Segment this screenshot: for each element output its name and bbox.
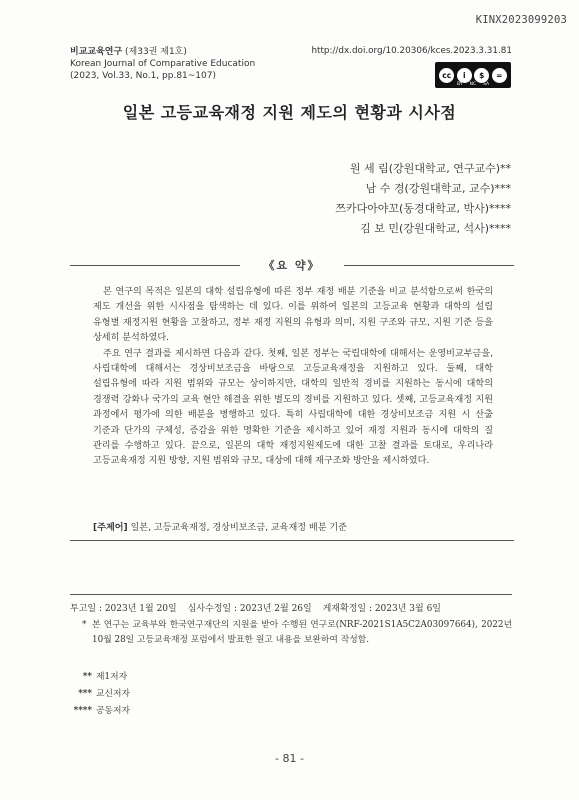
author-4: 김 보 민(강원대학교, 석사)**** [360,222,511,235]
role-mark: *** [78,689,92,699]
page-number: - 81 - [275,752,304,765]
role-text: 공동저자 [96,706,130,716]
license-labels [457,82,489,87]
keywords-text: 일본, 고등교육재정, 경상비보조금, 교육재정 배분 기준 [127,523,347,533]
license-label-by: BY [457,82,463,87]
license-label-sa: SA [483,82,490,87]
role-text: 제1저자 [96,672,128,682]
license-label-nc: NC [469,82,477,87]
noncommercial-icon: $ [474,68,489,83]
author-1: 원 세 림(강원대학교, 연구교수)** [349,162,511,175]
abstract-heading [70,257,514,273]
received-date: 투고일 : 2023년 1월 20일 [70,604,177,614]
abstract-heading-label: 《요 약》 [263,259,321,272]
author-role-corresponding [70,686,130,699]
journal-en-citation: (2023, Vol.33, No.1, pp.81~107) [70,71,216,81]
abstract-bottom-rule [70,540,514,541]
funding-note-mark: * [82,620,87,630]
author-3: 쯔카다아야꼬(동경대학교, 박사)**** [335,202,511,215]
accepted-date: 게재확정일 : 2023년 3월 6일 [322,604,441,614]
role-mark: ** [82,672,92,682]
abstract-paragraph-1: 본 연구의 목적은 일본의 대학 설립유형에 따른 정부 재정 배분 기준을 비교 분석함으로써 한국의 제도 개선을 위한 시사점을 탐색하는 데 있다. 이를 위하여 일본의 고등교육 현황과 대학의 설립 유형별 재정지원 현황을 고찰하고, 정부 재정 지원의 유형과 의미, 지원 구조와 규모, 지원 기준 등을 상세히 분석하였다. [93,287,493,344]
journal-ko-line [70,46,255,58]
author-role-coauthor [70,703,130,716]
footnote-rule [70,594,512,595]
author-role-first [70,669,127,682]
abstract-body [93,285,493,470]
abstract-paragraph-2: 주요 연구 결과를 제시하면 다음과 같다. 첫째, 일본 정부는 국립대학에 대해서는 운영비교부금을, 사립대학에 대해서는 경상비보조금을 바탕으로 고등교육재정을 지원하고 있다. 둘째, 대학 설립유형에 따라 지원 범위와 규모는 상이하지만, 대학의 일반적 경비를 지원하는 동시에 대학의 경쟁력 강화나 국가의 교육 현안 해결을 위한 별도의 경비를 지원하고 있다. 셋째, 고등교육재정 지원 과정에서 평가에 의한 배분을 병행하고 있다. 특히 사립대학에 대한 경상비보조금 지원 시 산출 기준과 단가의 구체성, 증감을 위한 명확한 기준을 제시하고 있어 재정 지원과 동시에 대학의 질 관리를 수행하고 있다. 끝으로, 일본의 대학 재정지원제도에 대한 고찰 결과를 토대로, 우리나라 고등교육재정 지원 방향, 지원 범위와 규모, 대상에 대해 재구조화 방안을 제시하였다. [93,348,493,467]
submission-dates [70,601,449,614]
journal-ko-name: 비교교육연구 [70,47,123,57]
paper-title: 일본 고등교육재정 지원 제도의 현황과 시사점 [122,103,457,122]
doi-link[interactable]: http://dx.doi.org/10.20306/kces.2023.3.31.81 [311,46,512,56]
kinx-id: KINX2023099203 [475,14,567,26]
author-list [335,159,511,239]
author-2: 남 수 경(강원대학교, 교수)*** [365,182,511,195]
funding-note [82,618,512,648]
heading-rule-right [344,265,514,266]
keywords [93,520,493,533]
revised-date: 심사수정일 : 2023년 2월 26일 [187,604,312,614]
cc-license-badge[interactable] [435,62,511,88]
attribution-icon: i [457,68,472,83]
keywords-label: [주제어] [93,523,128,533]
role-text: 교신저자 [96,689,130,699]
journal-ko-volume: (제33권 제1호) [125,47,187,57]
role-mark: **** [73,706,92,716]
cc-icon: cc [439,68,454,83]
sharealike-icon: = [492,68,507,83]
funding-note-text: 본 연구는 교육부와 한국연구재단의 지원을 받아 수행된 연구로(NRF-2021S1A5C2A03097664), 2022년 10월 28일 고등교육재정 포럼에서 발표한 원고 내용을 보완하여 작성함. [92,620,512,645]
journal-en-name: Korean Journal of Comparative Education [70,59,256,69]
journal-info [70,46,255,82]
